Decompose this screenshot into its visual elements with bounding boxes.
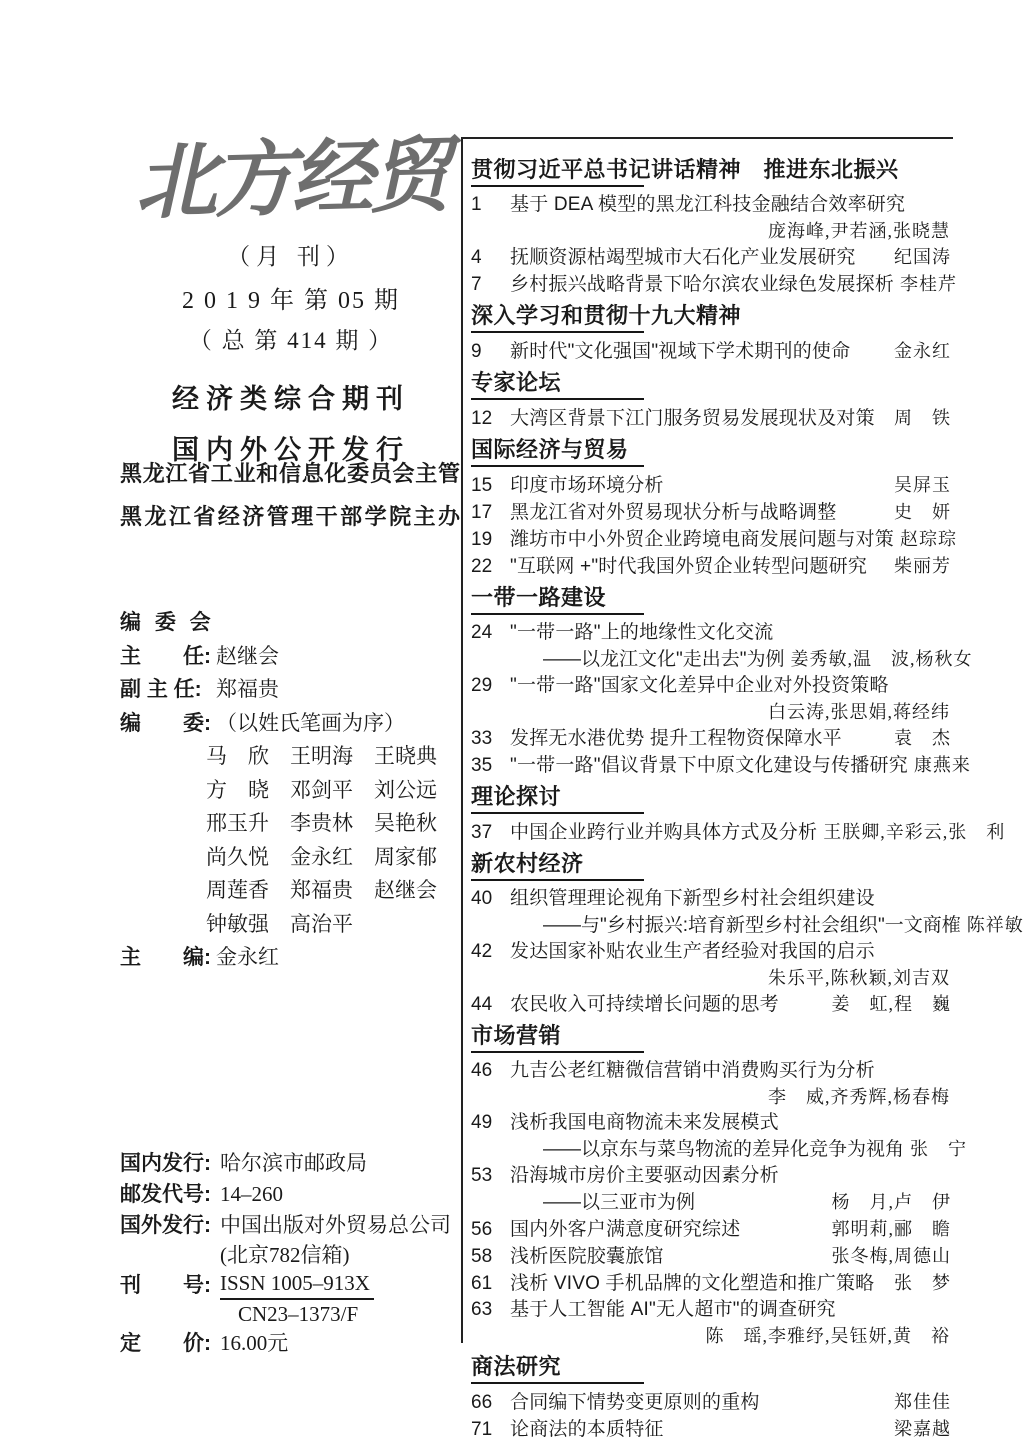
page-number: 63: [471, 1299, 493, 1320]
toc-item: [471, 1416, 951, 1443]
toc-item: [471, 1243, 951, 1270]
article-subtitle: ——与"乡村振兴:培育新型乡村社会组织"一文商榷: [543, 915, 961, 936]
section-title: 专家论坛: [471, 370, 562, 395]
publishing-row-label: 国内发行:: [120, 1152, 211, 1175]
organizer-line: 黑龙江省经济管理干部学院主办: [120, 504, 460, 529]
publishing-row: [120, 1328, 465, 1359]
article-authors: 张 宁: [910, 1139, 968, 1159]
article-title: 大湾区背景下江门服务贸易发展现状及对策: [510, 408, 875, 429]
article-title: 合同编下情势变更原则的重构: [510, 1392, 760, 1413]
page-number: 42: [471, 941, 493, 962]
page-number: 40: [471, 888, 493, 909]
toc-item: [471, 1389, 951, 1416]
page-number: 71: [471, 1419, 493, 1440]
article-title: 基于人工智能 AI"无人超市"的调查研究: [510, 1299, 836, 1320]
toc-item: [471, 1058, 951, 1084]
toc-item-subtitle-row: [471, 1189, 951, 1216]
toc-item: [471, 752, 971, 779]
section-title-underline: [471, 398, 644, 400]
section-title-underline: [471, 812, 644, 814]
issn-number: ISSN 1005–913X: [220, 1270, 374, 1300]
editorial-member-row: 尚久悦 金永红 周家郁: [206, 844, 437, 869]
monthly-label: （月 刊）: [227, 244, 355, 269]
toc-item: [471, 673, 951, 699]
page-number: 49: [471, 1112, 493, 1133]
article-authors: 白云涛,张思娟,蒋经纬: [768, 702, 950, 722]
article-authors: 吴屏玉: [894, 475, 951, 495]
publishing-row-extra: (北京782信箱): [220, 1243, 350, 1267]
page-number: 1: [471, 194, 482, 215]
article-title: 九吉公老红糖微信营销中消费购买行为分析: [510, 1060, 875, 1081]
article-title: 印度市场环境分析: [510, 475, 664, 496]
page-number: 12: [471, 408, 493, 429]
page-number: 17: [471, 502, 493, 523]
article-title: 浅析我国电商物流未来发展模式: [510, 1112, 779, 1133]
toc-item: [471, 725, 951, 752]
publishing-row-value: 中国出版对外贸易总公司: [220, 1213, 451, 1237]
article-title: 乡村振兴战略背景下哈尔滨农业绿色发展探析: [510, 274, 895, 295]
section-title: 市场营销: [471, 1023, 562, 1048]
page-number: 53: [471, 1165, 493, 1186]
page-number: 35: [471, 755, 493, 776]
article-authors: 赵琮琮: [900, 529, 958, 549]
article-title: 浅析 VIVO 手机品牌的文化塑造和推广策略: [510, 1273, 875, 1294]
section-title: 国际经济与贸易: [471, 437, 629, 462]
page-number: 15: [471, 475, 493, 496]
publishing-row-value: 哈尔滨市邮政局: [220, 1151, 367, 1175]
editorial-row: [120, 707, 465, 741]
toc-item: [471, 472, 951, 499]
page-number: 46: [471, 1060, 493, 1081]
toc-item: [471, 886, 951, 912]
chief-editor-value: 金永红: [216, 945, 279, 969]
article-title: 抚顺资源枯竭型城市大石化产业发展研究: [510, 247, 856, 268]
section-title-underline: [471, 1051, 644, 1053]
section-title: 贯彻习近平总书记讲话精神 推进东北振兴: [471, 157, 899, 182]
article-title: 国内外客户满意度研究综述: [510, 1219, 741, 1240]
publishing-row-label: 邮发代号:: [120, 1183, 211, 1206]
toc-item: [471, 1297, 951, 1323]
article-subtitle: ——以龙江文化"走出去"为例: [543, 649, 785, 670]
section-title-underline: [471, 185, 644, 187]
section-title-underline: [471, 613, 644, 615]
toc-item-subtitle-row: [471, 912, 1024, 939]
article-title: 基于 DEA 模型的黑龙江科技金融结合效率研究: [510, 194, 906, 215]
page-number: 7: [471, 274, 482, 295]
organizer-block: [120, 452, 460, 538]
article-authors: 李桂芹: [900, 274, 958, 294]
editorial-row-label: 编 委:: [120, 711, 211, 735]
publishing-row: [120, 1179, 465, 1210]
section-title-underline: [471, 879, 644, 881]
editorial-member-row: 方 晓 邓剑平 刘公远: [206, 777, 437, 802]
toc-section: [471, 585, 973, 779]
section-title-underline: [471, 1382, 644, 1384]
journal-type: 经济类综合期刊: [172, 384, 410, 414]
article-title: "一带一路"上的地缘性文化交流: [510, 622, 774, 643]
supervisor-line: 黑龙江省工业和信息化委员会主管: [120, 461, 460, 486]
toc-section: [471, 437, 958, 580]
toc-section: [471, 784, 1006, 846]
toc-item: [471, 526, 958, 553]
article-title: 发达国家补贴农业生产者经验对我国的启示: [510, 941, 875, 962]
section-title: 新农村经济: [471, 851, 584, 876]
toc-item: [471, 1216, 951, 1243]
toc-item: [471, 338, 951, 365]
toc-item-subtitle-row: [471, 1136, 968, 1163]
article-authors: 史 妍: [894, 502, 951, 522]
article-subtitle: ——以京东与菜鸟物流的差异化竞争为视角: [543, 1139, 905, 1160]
article-authors: 柴丽芳: [894, 556, 951, 576]
toc-section: [471, 851, 1024, 1018]
section-title: 理论探讨: [471, 784, 562, 809]
page-number: 9: [471, 341, 482, 362]
publishing-row: [120, 1210, 465, 1241]
article-title: 新时代"文化强国"视域下学术期刊的使命: [510, 341, 851, 362]
article-title: 农民收入可持续增长问题的思考: [510, 994, 779, 1015]
toc-item: [471, 620, 951, 646]
article-title: 沿海城市房价主要驱动因素分析: [510, 1165, 779, 1186]
toc-section: [471, 1354, 951, 1443]
article-title: "一带一路"倡议背景下中原文化建设与传播研究: [510, 755, 908, 776]
publishing-info: [120, 1148, 465, 1359]
page-number: 56: [471, 1219, 493, 1240]
article-authors: 朱乐平,陈秋颖,刘吉双: [768, 968, 950, 988]
article-title: 中国企业跨行业并购具体方式及分析: [510, 822, 818, 843]
toc-item: [471, 192, 951, 218]
article-authors: 姜秀敏,温 波,杨秋女: [790, 649, 973, 669]
article-authors: 金永红: [894, 341, 951, 361]
article-authors: 陈 瑶,李雅纾,吴钰妍,黄 裕: [705, 1326, 950, 1346]
chief-editor-row: [120, 941, 465, 975]
editorial-row-label: 主 任:: [120, 644, 211, 668]
distribution-scope: 国内外公开发行: [172, 435, 410, 465]
article-title: "互联网 +"时代我国外贸企业转型问题研究: [510, 556, 868, 577]
article-authors: 张冬梅,周德山: [831, 1246, 951, 1266]
cn-number: CN23–1373/F: [238, 1302, 359, 1326]
article-authors: 康燕来: [913, 755, 971, 775]
editorial-row-value: （以姓氏笔画为序）: [216, 710, 405, 735]
page-number: 44: [471, 994, 493, 1015]
publishing-row: [120, 1148, 465, 1179]
toc-section: [471, 370, 951, 432]
editorial-member-row: 周莲香 郑福贵 赵继会: [206, 878, 437, 902]
page-number: 22: [471, 556, 493, 577]
section-title-underline: [471, 465, 644, 467]
article-title: 潍坊市中小外贸企业跨境电商发展问题与对策: [510, 529, 895, 550]
article-authors: 李 威,齐秀辉,杨春梅: [768, 1087, 950, 1107]
toc-section: [471, 303, 951, 365]
page-number: 61: [471, 1273, 493, 1294]
publishing-row-label: 定 价:: [120, 1332, 211, 1355]
toc-item: [471, 405, 951, 432]
article-authors: 袁 杰: [894, 728, 951, 748]
toc-section: [471, 1023, 968, 1349]
toc-item: [471, 244, 951, 271]
page-number: 24: [471, 622, 493, 643]
article-authors: 纪国涛: [894, 247, 951, 267]
section-title-underline: [471, 331, 644, 333]
editorial-members-list: [206, 740, 465, 941]
editorial-row-value: 郑福贵: [216, 677, 279, 701]
article-authors: 陈祥敏: [966, 915, 1024, 935]
article-authors: 张 梦: [894, 1273, 951, 1293]
publishing-row-value: 14–260: [220, 1182, 283, 1206]
toc-item: [471, 553, 951, 580]
volume-number: （ 总 第 414 期 ）: [188, 328, 394, 353]
publishing-row-value: 16.00元: [220, 1331, 289, 1355]
editorial-member-row: 邢玉升 李贵林 吴艳秋: [206, 811, 437, 835]
publishing-row-label: 国外发行:: [120, 1214, 211, 1237]
section-title: 深入学习和贯彻十九大精神: [471, 303, 742, 328]
page-number: 33: [471, 728, 493, 749]
editorial-board-title: 编 委 会: [120, 611, 215, 634]
journal-logo: 北方经贸: [133, 126, 449, 232]
article-authors: 梁嘉越: [894, 1419, 951, 1439]
publishing-row-label: 刊 号:: [120, 1274, 211, 1297]
editorial-board: [120, 606, 465, 975]
page-number: 66: [471, 1392, 493, 1413]
section-title: 商法研究: [471, 1354, 562, 1379]
toc-item: [471, 1110, 951, 1136]
toc-item: [471, 1163, 951, 1189]
section-title: 一带一路建设: [471, 585, 607, 610]
editorial-member-row: 马 欣 王明海 王晓典: [206, 744, 437, 768]
article-title: 论商法的本质特征: [510, 1419, 664, 1440]
toc-item: [471, 1270, 951, 1297]
issn-cn-fraction: [220, 1270, 374, 1328]
article-authors: 杨 月,卢 伊: [831, 1192, 951, 1212]
masthead: [118, 126, 464, 467]
page-number: 4: [471, 247, 482, 268]
editorial-row-label: 副 主 任:: [120, 678, 202, 701]
article-authors: 王朕卿,辛彩云,张 利: [823, 822, 1006, 842]
editorial-member-row: 钟敏强 高治平: [206, 911, 353, 936]
article-title: 黑龙江省对外贸易现状分析与战略调整: [510, 502, 837, 523]
editorial-row: [120, 640, 465, 674]
table-of-contents: [461, 137, 1024, 1440]
page-number: 58: [471, 1246, 493, 1267]
article-title: 组织管理理论视角下新型乡村社会组织建设: [510, 888, 875, 909]
editorial-row-value: 赵继会: [216, 643, 279, 668]
toc-section: [471, 157, 958, 298]
editorial-row: [120, 673, 465, 707]
toc-item: [471, 939, 951, 965]
toc-item: [471, 819, 1006, 846]
toc-item: [471, 991, 951, 1018]
toc-item-subtitle-row: [471, 646, 973, 673]
toc-item: [471, 499, 951, 526]
issue-number: 2 0 1 9 年 第 05 期: [182, 288, 400, 314]
toc-item: [471, 271, 958, 298]
page-number: 29: [471, 675, 493, 696]
chief-editor-label: 主 编:: [120, 946, 211, 969]
page-number: 37: [471, 822, 493, 843]
page-number: 19: [471, 529, 493, 550]
publishing-row: [120, 1270, 465, 1328]
article-subtitle: ——以三亚市为例: [543, 1192, 696, 1213]
article-title: 发挥无水港优势 提升工程物资保障水平: [510, 728, 842, 749]
article-authors: 庞海峰,尹若涵,张晓慧: [768, 221, 950, 241]
article-authors: 姜 虹,程 巍: [831, 994, 951, 1014]
article-authors: 郑佳佳: [894, 1392, 951, 1412]
article-title: 浅析医院胶囊旅馆: [510, 1246, 664, 1267]
article-title: "一带一路"国家文化差异中企业对外投资策略: [510, 675, 889, 696]
article-authors: 郭明莉,郦 瞻: [831, 1219, 951, 1239]
article-authors: 周 铁: [894, 408, 951, 428]
